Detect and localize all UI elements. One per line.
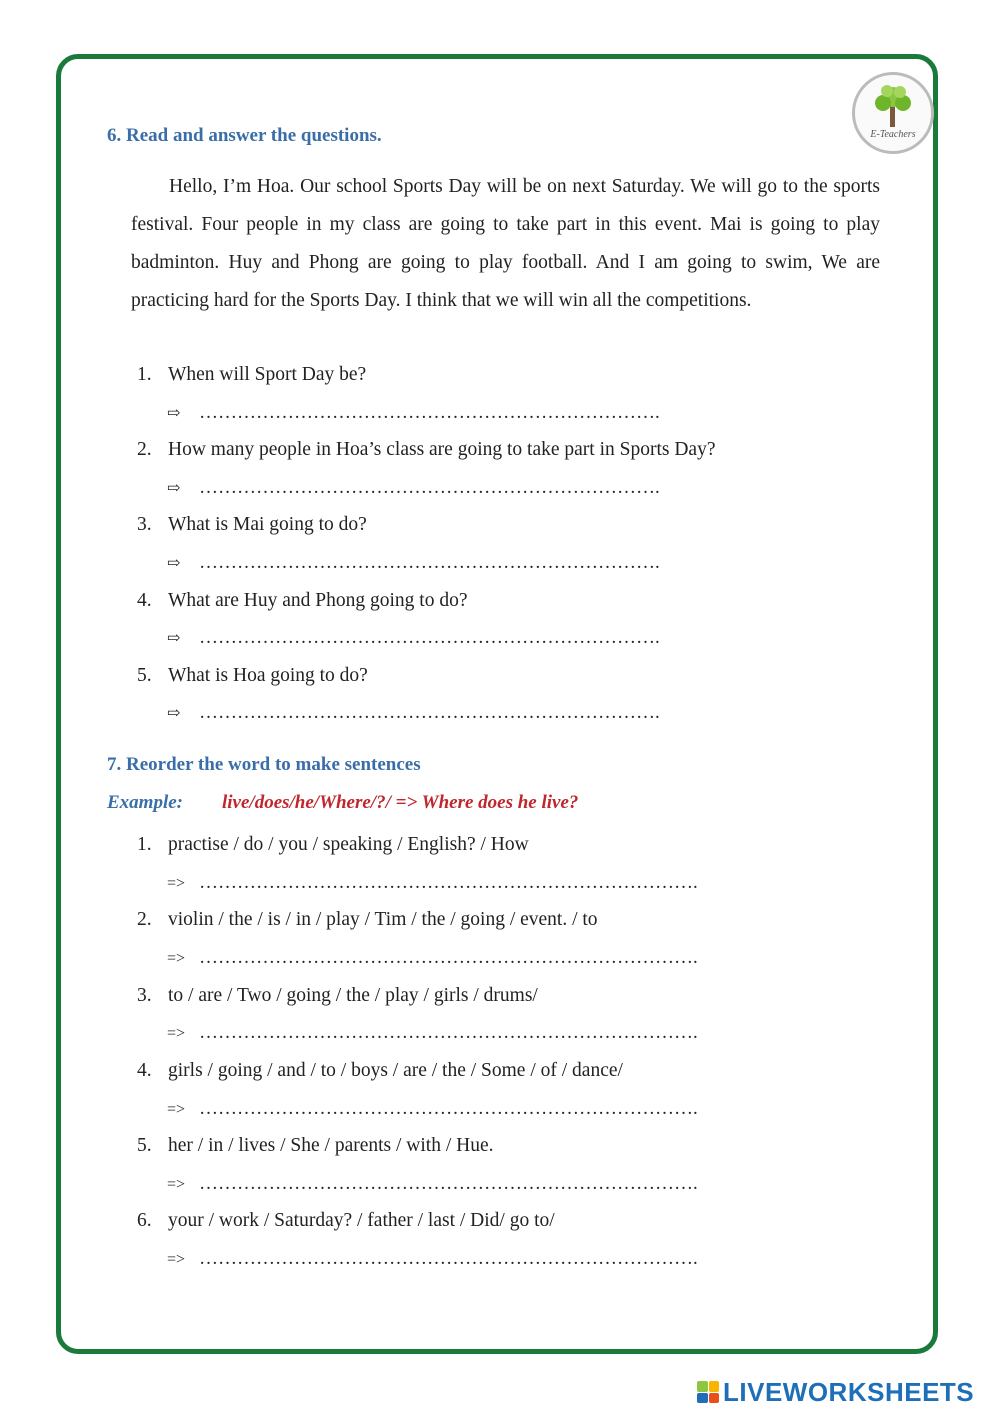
- question-text: How many people in Hoa’s class are going to take part in Sports Day?: [168, 439, 716, 460]
- answer-prefix: =>: [167, 1101, 186, 1118]
- answer-row[interactable]: [167, 477, 660, 499]
- answer-blank[interactable]: …………………………………………………………………….: [199, 1022, 698, 1043]
- answer-blank[interactable]: …………………………………………………………………….: [199, 947, 698, 968]
- arrow-icon: ⇨: [167, 480, 181, 497]
- section-7-heading: 7. Reorder the word to make sentences: [107, 754, 421, 775]
- arrow-icon: ⇨: [167, 555, 181, 572]
- question-text: What is Hoa going to do?: [168, 665, 368, 686]
- reorder-item: 6. your / work / Saturday? / father / last / Did/ go to/: [137, 1210, 555, 1231]
- answer-blank[interactable]: ……………………………………………………………….: [199, 627, 660, 648]
- reorder-item: 1. practise / do / you / speaking / English? / How: [137, 834, 529, 855]
- question-item: 2. How many people in Hoa’s class are going to take part in Sports Day?: [137, 439, 716, 460]
- reorder-item: 5. her / in / lives / She / parents / with / Hue.: [137, 1135, 494, 1156]
- answer-blank[interactable]: ……………………………………………………………….: [199, 552, 660, 573]
- answer-row[interactable]: [167, 1173, 698, 1195]
- reorder-item: 2. violin / the / is / in / play / Tim / the / going / event. / to: [137, 909, 598, 930]
- question-text: What is Mai going to do?: [168, 514, 367, 535]
- answer-row[interactable]: [167, 702, 660, 724]
- reorder-words: to / are / Two / going / the / play / girls / drums/: [168, 985, 538, 1006]
- answer-blank[interactable]: …………………………………………………………………….: [199, 1098, 698, 1119]
- answer-blank[interactable]: …………………………………………………………………….: [199, 1248, 698, 1269]
- answer-blank[interactable]: ……………………………………………………………….: [199, 702, 660, 723]
- answer-row[interactable]: [167, 627, 660, 649]
- question-item: 1. When will Sport Day be?: [137, 364, 367, 385]
- reorder-words: violin / the / is / in / play / Tim / the / going / event. / to: [168, 909, 598, 930]
- answer-prefix: =>: [167, 950, 186, 967]
- arrow-icon: ⇨: [167, 630, 181, 647]
- answer-blank[interactable]: ……………………………………………………………….: [199, 402, 660, 423]
- example-text: live/does/he/Where/?/ => Where does he live?: [222, 792, 579, 813]
- brand-name: LIVEWORKSHEETS: [723, 1376, 975, 1407]
- answer-row[interactable]: [167, 1022, 698, 1044]
- answer-prefix: =>: [167, 1025, 186, 1042]
- reorder-item: 3. to / are / Two / going / the / play / girls / drums/: [137, 985, 538, 1006]
- answer-row[interactable]: [167, 1248, 698, 1270]
- reading-passage: Hello, I’m Hoa. Our school Sports Day will be on next Saturday. We will go to the sports festival. Four people in my class are going to take part in this event. Mai is going to play badminton. Huy and Phong are going to play football. And I am going to swim, We are practicing hard for the Sports Day. I think that we will win all the competitions.: [131, 176, 880, 311]
- answer-blank[interactable]: …………………………………………………………………….: [199, 872, 698, 893]
- e-teachers-logo: [852, 72, 934, 154]
- answer-row[interactable]: [167, 1098, 698, 1120]
- liveworksheets-brand: [697, 1377, 974, 1407]
- reorder-words: her / in / lives / She / parents / with / Hue.: [168, 1135, 494, 1156]
- logo-text: E-Teachers: [870, 129, 916, 140]
- example-row: [107, 792, 578, 814]
- reorder-item: 4. girls / going / and / to / boys / are / the / Some / of / dance/: [137, 1060, 623, 1081]
- answer-prefix: =>: [167, 1251, 186, 1268]
- question-text: What are Huy and Phong going to do?: [168, 590, 468, 611]
- arrow-icon: ⇨: [167, 405, 181, 422]
- question-item: 3. What is Mai going to do?: [137, 514, 367, 535]
- question-item: 4. What are Huy and Phong going to do?: [137, 590, 468, 611]
- answer-row[interactable]: [167, 947, 698, 969]
- answer-prefix: =>: [167, 875, 186, 892]
- arrow-icon: ⇨: [167, 705, 181, 722]
- answer-prefix: =>: [167, 1176, 186, 1193]
- answer-blank[interactable]: ……………………………………………………………….: [199, 477, 660, 498]
- section-6-heading: 6. Read and answer the questions.: [107, 125, 382, 146]
- reorder-words: practise / do / you / speaking / English? / How: [168, 834, 529, 855]
- question-text: When will Sport Day be?: [168, 364, 367, 385]
- question-item: 5. What is Hoa going to do?: [137, 665, 368, 686]
- answer-row[interactable]: [167, 872, 698, 894]
- answer-row[interactable]: [167, 552, 660, 574]
- liveworksheets-logo-icon: [697, 1381, 719, 1403]
- example-label: Example:: [107, 792, 183, 813]
- reorder-words: girls / going / and / to / boys / are / the / Some / of / dance/: [168, 1060, 623, 1081]
- answer-row[interactable]: [167, 402, 660, 424]
- answer-blank[interactable]: …………………………………………………………………….: [199, 1173, 698, 1194]
- reorder-words: your / work / Saturday? / father / last / Did/ go to/: [168, 1210, 555, 1231]
